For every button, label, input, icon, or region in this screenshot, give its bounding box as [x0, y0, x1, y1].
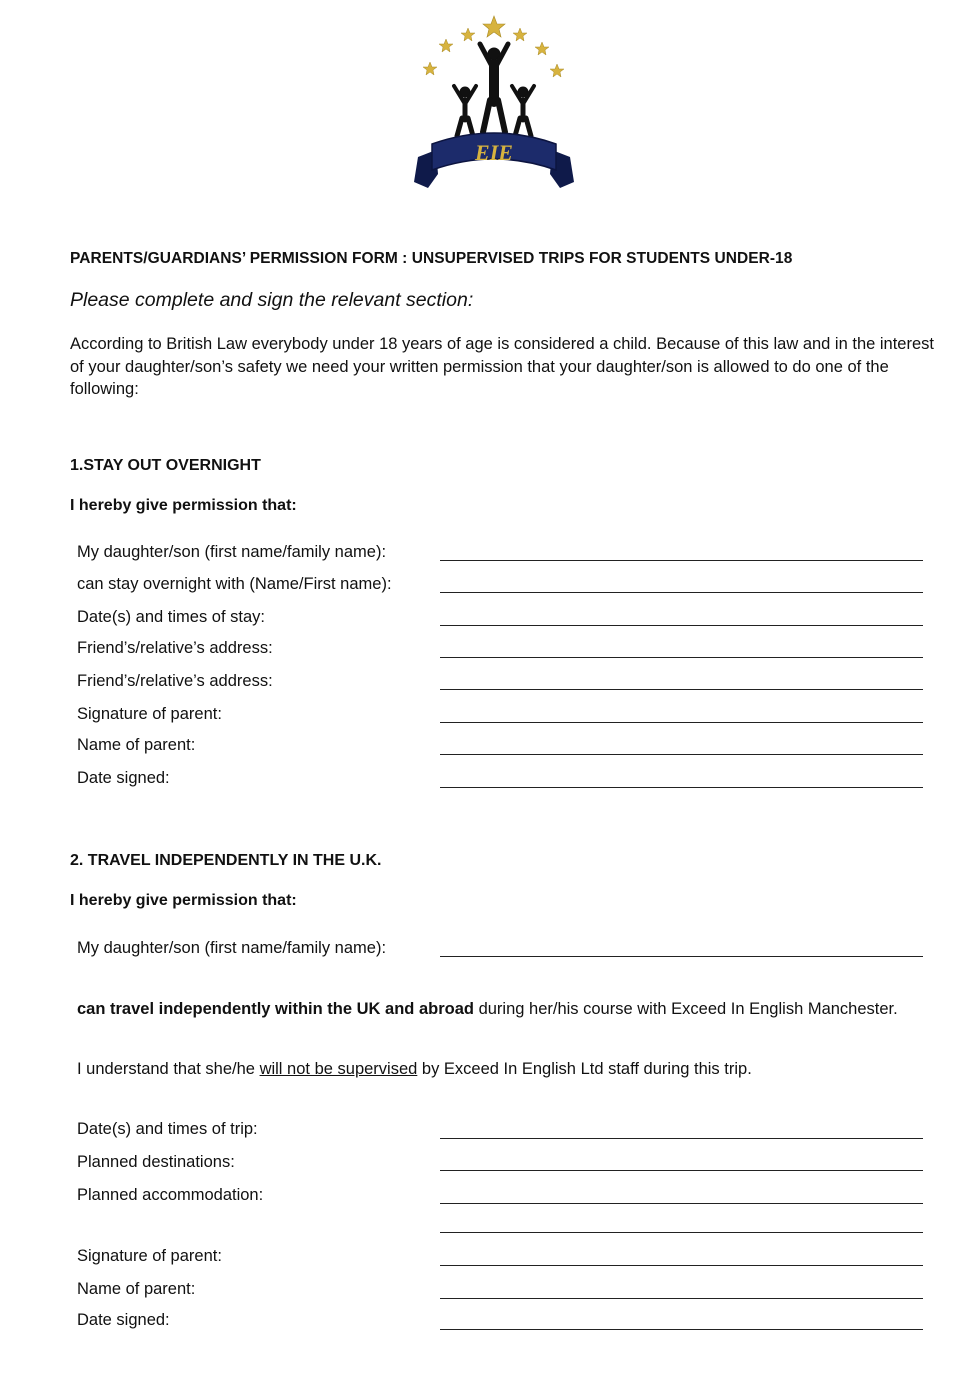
- s2-line-accommodation[interactable]: [440, 1203, 923, 1204]
- logo-text: EIE: [475, 140, 513, 165]
- s2-label-child-name: My daughter/son (first name/family name):: [77, 939, 387, 957]
- star-icon: [439, 39, 453, 52]
- section2-heading: 2. TRAVEL INDEPENDENTLY IN THE U.K.: [70, 852, 382, 869]
- s2-line-signature[interactable]: [440, 1265, 923, 1266]
- s1-line-signature[interactable]: [440, 722, 923, 723]
- form-title: PARENTS/GUARDIANS’ PERMISSION FORM : UNSUPERVISED TRIPS FOR STUDENTS UNDER-18: [70, 250, 793, 267]
- s2-line-parent-name[interactable]: [440, 1298, 923, 1299]
- intro-paragraph: According to British Law everybody under 18 years of age is considered a child. Because of this law and in the interest of your daughter/son’s safety we need your written permission that your daughter/son is allowed to do one of the following:: [70, 335, 934, 398]
- s2-line-accommodation-extra[interactable]: [440, 1232, 923, 1233]
- s2-label-dates: Date(s) and times of trip:: [77, 1120, 258, 1138]
- s1-line-address-2[interactable]: [440, 689, 923, 690]
- s1-line-dates[interactable]: [440, 625, 923, 626]
- supervision-pre: I understand that she/he: [77, 1060, 260, 1078]
- travel-statement-rest: during her/his course with Exceed In English Manchester.: [473, 1000, 898, 1018]
- s2-line-child-name[interactable]: [440, 956, 923, 957]
- s2-label-destinations: Planned destinations:: [77, 1153, 235, 1171]
- s1-label-parent-name: Name of parent:: [77, 736, 196, 754]
- star-icon: [535, 42, 549, 55]
- s2-label-accommodation: Planned accommodation:: [77, 1186, 264, 1204]
- s1-line-address-1[interactable]: [440, 657, 923, 658]
- s2-label-parent-name: Name of parent:: [77, 1280, 196, 1298]
- star-icon: [483, 16, 505, 37]
- s1-label-child-name: My daughter/son (first name/family name):: [77, 543, 387, 561]
- star-icon: [423, 62, 437, 75]
- star-icon: [513, 28, 527, 41]
- s1-line-parent-name[interactable]: [440, 754, 923, 755]
- s1-label-signature: Signature of parent:: [77, 705, 222, 723]
- travel-statement-bold: can travel independently within the UK and abroad: [77, 1000, 474, 1018]
- supervision-post: by Exceed In English Ltd staff during this trip.: [417, 1060, 752, 1078]
- s2-label-signature: Signature of parent:: [77, 1247, 222, 1265]
- s1-line-date-signed[interactable]: [440, 787, 923, 788]
- s1-label-address-2: Friend’s/relative’s address:: [77, 672, 273, 690]
- s1-line-stay-with[interactable]: [440, 592, 923, 593]
- people-figures-icon: [454, 44, 534, 136]
- s1-line-child-name[interactable]: [440, 560, 923, 561]
- s2-line-date-signed[interactable]: [440, 1329, 923, 1330]
- section1-heading: 1.STAY OUT OVERNIGHT: [70, 457, 261, 474]
- s1-label-address-1: Friend’s/relative’s address:: [77, 639, 273, 657]
- supervision-underlined: will not be supervised: [259, 1060, 418, 1078]
- instruction-text: Please complete and sign the relevant section:: [70, 289, 474, 311]
- s2-line-dates[interactable]: [440, 1138, 923, 1139]
- travel-statement: [77, 995, 937, 1025]
- s1-label-stay-with: can stay overnight with (Name/First name):: [77, 575, 392, 593]
- s2-line-destinations[interactable]: [440, 1170, 923, 1171]
- star-icon: [550, 64, 564, 77]
- school-logo: [410, 12, 578, 190]
- s1-label-dates: Date(s) and times of stay:: [77, 608, 265, 626]
- s1-label-date-signed: Date signed:: [77, 769, 170, 787]
- logo-banner: [414, 133, 574, 188]
- section2-permission: I hereby give permission that:: [70, 892, 297, 909]
- supervision-statement: [77, 1055, 937, 1085]
- star-icon: [461, 28, 475, 41]
- s2-label-date-signed: Date signed:: [77, 1311, 170, 1329]
- section1-permission: I hereby give permission that:: [70, 497, 297, 514]
